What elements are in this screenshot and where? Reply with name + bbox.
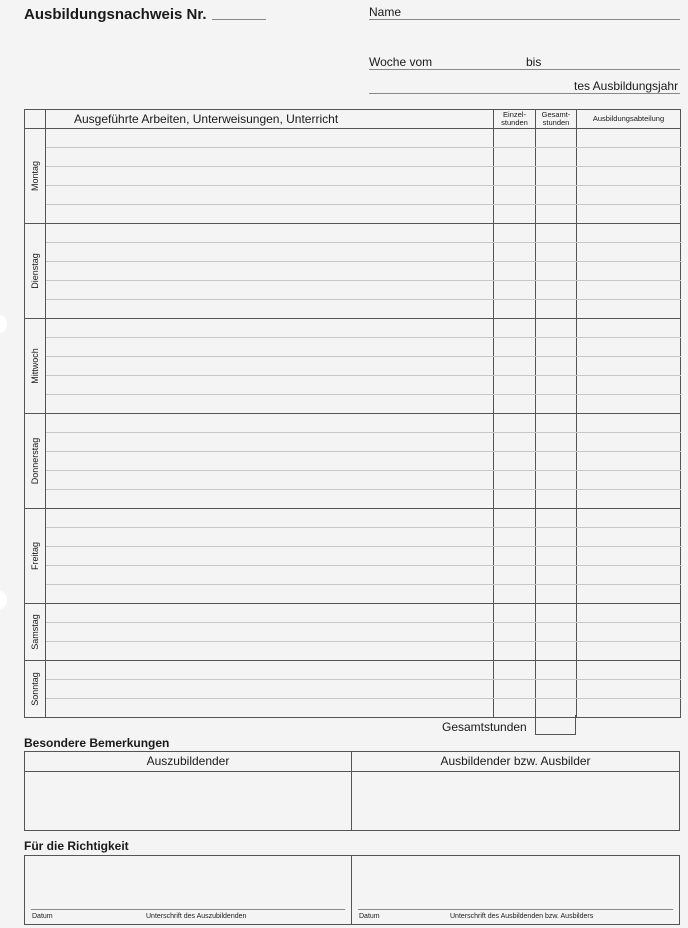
table-row	[25, 129, 681, 148]
work-cell[interactable]	[46, 129, 494, 148]
table-row	[25, 395, 681, 414]
department-cell[interactable]	[577, 699, 681, 718]
total-hours-cell[interactable]	[536, 452, 577, 471]
work-cell[interactable]	[46, 243, 494, 262]
total-hours-cell[interactable]	[536, 623, 577, 642]
name-label: Name	[369, 5, 402, 19]
trainer-remarks-header: Ausbildender bzw. Ausbilder	[352, 752, 679, 772]
work-cell[interactable]	[46, 566, 494, 585]
day-label: Montag	[30, 160, 40, 192]
total-hours-header-line2: stunden	[542, 118, 570, 127]
day-label-cell	[25, 604, 46, 661]
total-hours-cell[interactable]	[536, 186, 577, 205]
department-cell[interactable]	[577, 566, 681, 585]
trainee-signature-box[interactable]	[24, 855, 352, 925]
corner-cell	[25, 110, 46, 129]
department-cell[interactable]	[577, 509, 681, 528]
department-cell[interactable]	[577, 262, 681, 281]
single-hours-cell[interactable]	[494, 186, 536, 205]
department-cell[interactable]	[577, 186, 681, 205]
total-hours-cell[interactable]	[536, 661, 577, 680]
trainee-remarks-box[interactable]	[24, 751, 352, 831]
single-hours-cell[interactable]	[494, 319, 536, 338]
single-hours-cell[interactable]	[494, 642, 536, 661]
single-hours-cell[interactable]	[494, 395, 536, 414]
single-hours-cell[interactable]	[494, 433, 536, 452]
total-hours-cell[interactable]	[536, 509, 577, 528]
work-cell[interactable]	[46, 414, 494, 433]
table-row	[25, 680, 681, 699]
total-hours-cell[interactable]	[536, 490, 577, 509]
single-hours-cell[interactable]	[494, 129, 536, 148]
department-cell[interactable]	[577, 585, 681, 604]
department-cell[interactable]	[577, 395, 681, 414]
total-hours-cell[interactable]	[536, 167, 577, 186]
work-cell[interactable]	[46, 699, 494, 718]
department-cell[interactable]	[577, 167, 681, 186]
table-row	[25, 642, 681, 661]
total-hours-header-line1: Gesamt-	[541, 110, 571, 119]
single-hours-cell[interactable]	[494, 205, 536, 224]
document-title: Ausbildungsnachweis Nr.	[24, 6, 207, 23]
total-hours-cell[interactable]	[536, 433, 577, 452]
department-cell[interactable]	[577, 205, 681, 224]
single-hours-cell[interactable]	[494, 357, 536, 376]
week-field[interactable]	[369, 69, 680, 70]
work-cell[interactable]	[46, 585, 494, 604]
department-cell[interactable]	[577, 433, 681, 452]
table-row	[25, 433, 681, 452]
table-row	[25, 262, 681, 281]
work-cell[interactable]	[46, 452, 494, 471]
total-hours-cell[interactable]	[536, 129, 577, 148]
single-hours-cell[interactable]	[494, 452, 536, 471]
name-field[interactable]	[369, 19, 680, 20]
trainer-date-label: Datum	[359, 913, 380, 920]
single-hours-cell[interactable]	[494, 148, 536, 167]
single-hours-cell[interactable]	[494, 623, 536, 642]
department-cell[interactable]	[577, 490, 681, 509]
table-row	[25, 452, 681, 471]
work-cell[interactable]	[46, 205, 494, 224]
single-hours-cell[interactable]	[494, 262, 536, 281]
work-cell[interactable]	[46, 281, 494, 300]
work-cell[interactable]	[46, 528, 494, 547]
table-row	[25, 338, 681, 357]
day-label: Dienstag	[30, 253, 40, 289]
single-hours-cell[interactable]	[494, 585, 536, 604]
training-year-label: tes Ausbildungsjahr	[574, 79, 679, 93]
department-cell[interactable]	[577, 547, 681, 566]
total-hours-cell[interactable]	[536, 243, 577, 262]
single-hours-cell[interactable]	[494, 243, 536, 262]
single-hours-cell[interactable]	[494, 300, 536, 319]
table-row	[25, 243, 681, 262]
day-label: Samstag	[30, 614, 40, 650]
total-hours-cell[interactable]	[536, 471, 577, 490]
table-row	[25, 148, 681, 167]
department-cell[interactable]	[577, 661, 681, 680]
work-cell[interactable]	[46, 376, 494, 395]
single-hours-cell[interactable]	[494, 490, 536, 509]
single-hours-cell[interactable]	[494, 338, 536, 357]
work-cell[interactable]	[46, 357, 494, 376]
department-cell[interactable]	[577, 623, 681, 642]
department-cell[interactable]	[577, 528, 681, 547]
single-hours-header-line2: stunden	[501, 118, 528, 127]
table-row	[25, 300, 681, 319]
work-cell[interactable]	[46, 604, 494, 623]
total-hours-cell[interactable]	[536, 338, 577, 357]
total-hours-cell[interactable]	[536, 528, 577, 547]
single-hours-cell[interactable]	[494, 167, 536, 186]
table-row	[25, 167, 681, 186]
total-hours-cell[interactable]	[536, 604, 577, 623]
table-row	[25, 604, 681, 623]
single-hours-cell[interactable]	[494, 680, 536, 699]
total-hours-cell[interactable]	[536, 262, 577, 281]
work-cell[interactable]	[46, 490, 494, 509]
single-hours-cell[interactable]	[494, 604, 536, 623]
punch-hole-top	[0, 315, 7, 333]
table-row	[25, 414, 681, 433]
day-label-cell	[25, 661, 46, 718]
table-row	[25, 566, 681, 585]
trainee-signature-label: Unterschrift des Auszubildenden	[146, 913, 247, 920]
day-label-cell	[25, 509, 46, 604]
department-cell[interactable]	[577, 604, 681, 623]
day-label: Freitag	[30, 541, 40, 571]
single-hours-cell[interactable]	[494, 528, 536, 547]
total-hours-cell[interactable]	[536, 300, 577, 319]
department-cell[interactable]	[577, 300, 681, 319]
trainer-signature-label: Unterschrift des Ausbildenden bzw. Ausbilders	[450, 913, 594, 920]
single-hours-cell[interactable]	[494, 661, 536, 680]
single-hours-cell[interactable]	[494, 566, 536, 585]
total-hours-label: Gesamtstunden	[442, 720, 527, 734]
table-row	[25, 471, 681, 490]
trainee-remarks-header: Auszubildender	[25, 752, 351, 772]
total-hours-cell[interactable]	[536, 281, 577, 300]
total-hours-field[interactable]	[535, 715, 576, 735]
total-hours-header	[536, 110, 577, 129]
total-hours-cell[interactable]	[536, 224, 577, 243]
table-row	[25, 623, 681, 642]
table-row	[25, 205, 681, 224]
trainer-signature-line	[358, 909, 673, 910]
single-hours-cell[interactable]	[494, 224, 536, 243]
single-hours-cell[interactable]	[494, 509, 536, 528]
work-cell[interactable]	[46, 395, 494, 414]
department-cell[interactable]	[577, 129, 681, 148]
trainer-signature-box[interactable]	[351, 855, 680, 925]
table-row	[25, 319, 681, 338]
day-label: Mittwoch	[30, 348, 40, 384]
department-header: Ausbildungsabteilung	[577, 110, 681, 129]
single-hours-cell[interactable]	[494, 471, 536, 490]
department-cell[interactable]	[577, 148, 681, 167]
single-hours-cell[interactable]	[494, 547, 536, 566]
day-label-cell	[25, 224, 46, 319]
table-row	[25, 509, 681, 528]
work-cell[interactable]	[46, 148, 494, 167]
single-hours-cell[interactable]	[494, 376, 536, 395]
department-cell[interactable]	[577, 319, 681, 338]
table-row	[25, 186, 681, 205]
department-cell[interactable]	[577, 243, 681, 262]
total-hours-cell[interactable]	[536, 642, 577, 661]
trainer-remarks-box[interactable]	[351, 751, 680, 831]
trainee-date-label: Datum	[32, 913, 53, 920]
punch-hole-bottom	[0, 591, 7, 609]
table-row	[25, 528, 681, 547]
work-cell[interactable]	[46, 471, 494, 490]
work-cell[interactable]	[46, 661, 494, 680]
total-hours-cell[interactable]	[536, 376, 577, 395]
work-cell[interactable]	[46, 623, 494, 642]
total-hours-cell[interactable]	[536, 319, 577, 338]
table-row	[25, 281, 681, 300]
single-hours-cell[interactable]	[494, 281, 536, 300]
table-row	[25, 547, 681, 566]
department-cell[interactable]	[577, 338, 681, 357]
department-cell[interactable]	[577, 642, 681, 661]
work-cell[interactable]	[46, 433, 494, 452]
day-label: Donnerstag	[30, 437, 40, 485]
department-cell[interactable]	[577, 452, 681, 471]
work-cell[interactable]	[46, 338, 494, 357]
day-label-cell	[25, 319, 46, 414]
table-row	[25, 661, 681, 680]
total-hours-cell[interactable]	[536, 205, 577, 224]
work-cell[interactable]	[46, 262, 494, 281]
correctness-title: Für die Richtigkeit	[24, 839, 129, 853]
table-row	[25, 376, 681, 395]
trainee-signature-line	[31, 909, 345, 910]
total-hours-cell[interactable]	[536, 547, 577, 566]
work-cell[interactable]	[46, 300, 494, 319]
single-hours-cell[interactable]	[494, 699, 536, 718]
day-label-cell	[25, 129, 46, 224]
table-row	[25, 490, 681, 509]
department-cell[interactable]	[577, 471, 681, 490]
work-cell[interactable]	[46, 509, 494, 528]
report-number-field[interactable]	[212, 19, 266, 20]
department-cell[interactable]	[577, 224, 681, 243]
total-hours-cell[interactable]	[536, 680, 577, 699]
table-row	[25, 357, 681, 376]
week-from-label: Woche vom	[369, 55, 433, 69]
table-row	[25, 699, 681, 718]
table-row	[25, 224, 681, 243]
work-cell[interactable]	[46, 547, 494, 566]
single-hours-cell[interactable]	[494, 414, 536, 433]
work-column-header: Ausgeführte Arbeiten, Unterweisungen, Unterricht	[46, 110, 494, 129]
department-cell[interactable]	[577, 357, 681, 376]
single-hours-header-line1: Einzel-	[503, 110, 526, 119]
training-year-field[interactable]	[369, 93, 680, 94]
single-hours-header	[494, 110, 536, 129]
work-cell[interactable]	[46, 186, 494, 205]
total-hours-cell[interactable]	[536, 148, 577, 167]
week-to-label: bis	[526, 55, 542, 69]
work-cell[interactable]	[46, 642, 494, 661]
remarks-title: Besondere Bemerkungen	[24, 736, 170, 750]
day-label-cell	[25, 414, 46, 509]
activity-table	[24, 109, 681, 718]
total-hours-cell[interactable]	[536, 395, 577, 414]
total-hours-cell[interactable]	[536, 414, 577, 433]
department-cell[interactable]	[577, 414, 681, 433]
total-hours-cell[interactable]	[536, 357, 577, 376]
work-cell[interactable]	[46, 319, 494, 338]
work-cell[interactable]	[46, 224, 494, 243]
department-cell[interactable]	[577, 680, 681, 699]
work-cell[interactable]	[46, 680, 494, 699]
total-hours-cell[interactable]	[536, 566, 577, 585]
department-cell[interactable]	[577, 281, 681, 300]
day-label: Sonntag	[30, 672, 40, 706]
total-hours-cell[interactable]	[536, 585, 577, 604]
table-row	[25, 585, 681, 604]
department-cell[interactable]	[577, 376, 681, 395]
work-cell[interactable]	[46, 167, 494, 186]
